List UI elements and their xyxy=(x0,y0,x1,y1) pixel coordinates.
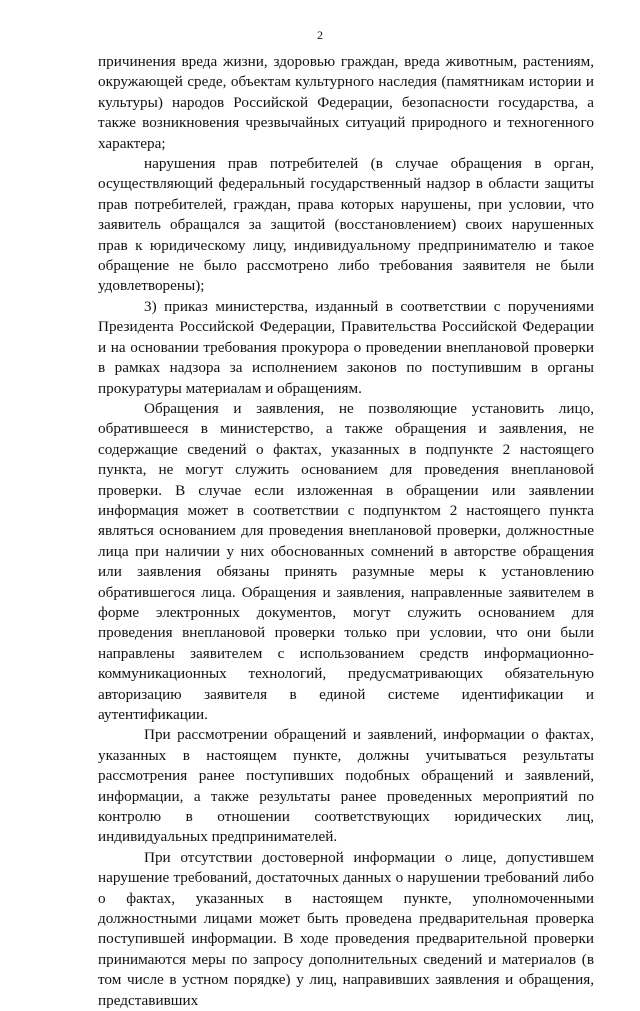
paragraph-1: причинения вреда жизни, здоровью граждан, вреда животным, растениям, окружающей среде, объектам культурного наследия (памятникам истории и культуры) народов Российской Федерации, безопасности государства, а также возникновения чрезвычайных ситуаций природного и техногенного характера; xyxy=(98,53,594,152)
paragraph-4: Обращения и заявления, не позволяющие установить лицо, обратившееся в министерство, а также обращения и заявления, не содержащие сведений о фактах, указанных в подпункте 2 настоящего пункта, не могут служить основанием для проведения внеплановой проверки. В случае если изложенная в обращении или заявлении информация может в соответствии с подпунктом 2 настоящего пункта являться основанием для проведения внеплановой проверки, должностные лица при наличии у них обоснованных сомнений в авторстве обращения или заявления обязаны принять разумные меры к установлению обратившегося лица. Обращения и заявления, направленные заявителем в форме электронных документов, могут служить основанием для проведения внеплановой проверки только при условии, что они были направлены заявителем с использованием средств информационно-коммуникационных технологий, предусматривающих обязательную авторизацию заявителя в единой системе идентификации и аутентификации. xyxy=(98,399,594,723)
paragraph-5: При рассмотрении обращений и заявлений, информации о фактах, указанных в настоящем пункте, должны учитываться результаты рассмотрения ранее поступивших подобных обращений и заявлений, информации, а также результаты ранее проведенных мероприятий по контролю в отношении соответствующих юридических лиц, индивидуальных предпринимателей. xyxy=(98,726,594,846)
paragraph-6: При отсутствии достоверной информации о лице, допустившем нарушение требований, достаточных данных о нарушении требований либо о фактах, указанных в настоящем пункте, уполномоченными должностными лицами может быть проведена предварительная проверка поступившей информации. В ходе проведения предварительной проверки принимаются меры по запросу дополнительных сведений и материалов (в том числе в устном порядке) у лиц, направивших заявления и обращения, представивших xyxy=(98,848,594,1009)
document-body xyxy=(98,52,594,1011)
paragraph-3: 3) приказ министерства, изданный в соответствии с поручениями Президента Российской Федерации, Правительства Российской Федерации и на основании требования прокурора о проведении внеплановой проверки в рамках надзора за исполнением законов по поступившим в органы прокуратуры материалам и обращениям. xyxy=(98,297,594,397)
page-number: 2 xyxy=(317,28,323,42)
paragraph-2: нарушения прав потребителей (в случае обращения в орган, осуществляющий федеральный государственный надзор в области защиты прав потребителей, граждан, права которых нарушены, при условии, что заявитель обращался за защитой (восстановлением) своих нарушенных прав к юридическому лицу, индивидуальному предпринимателю и такое обращение не было рассмотрено либо требования заявителя не были удовлетворены); xyxy=(98,155,594,295)
